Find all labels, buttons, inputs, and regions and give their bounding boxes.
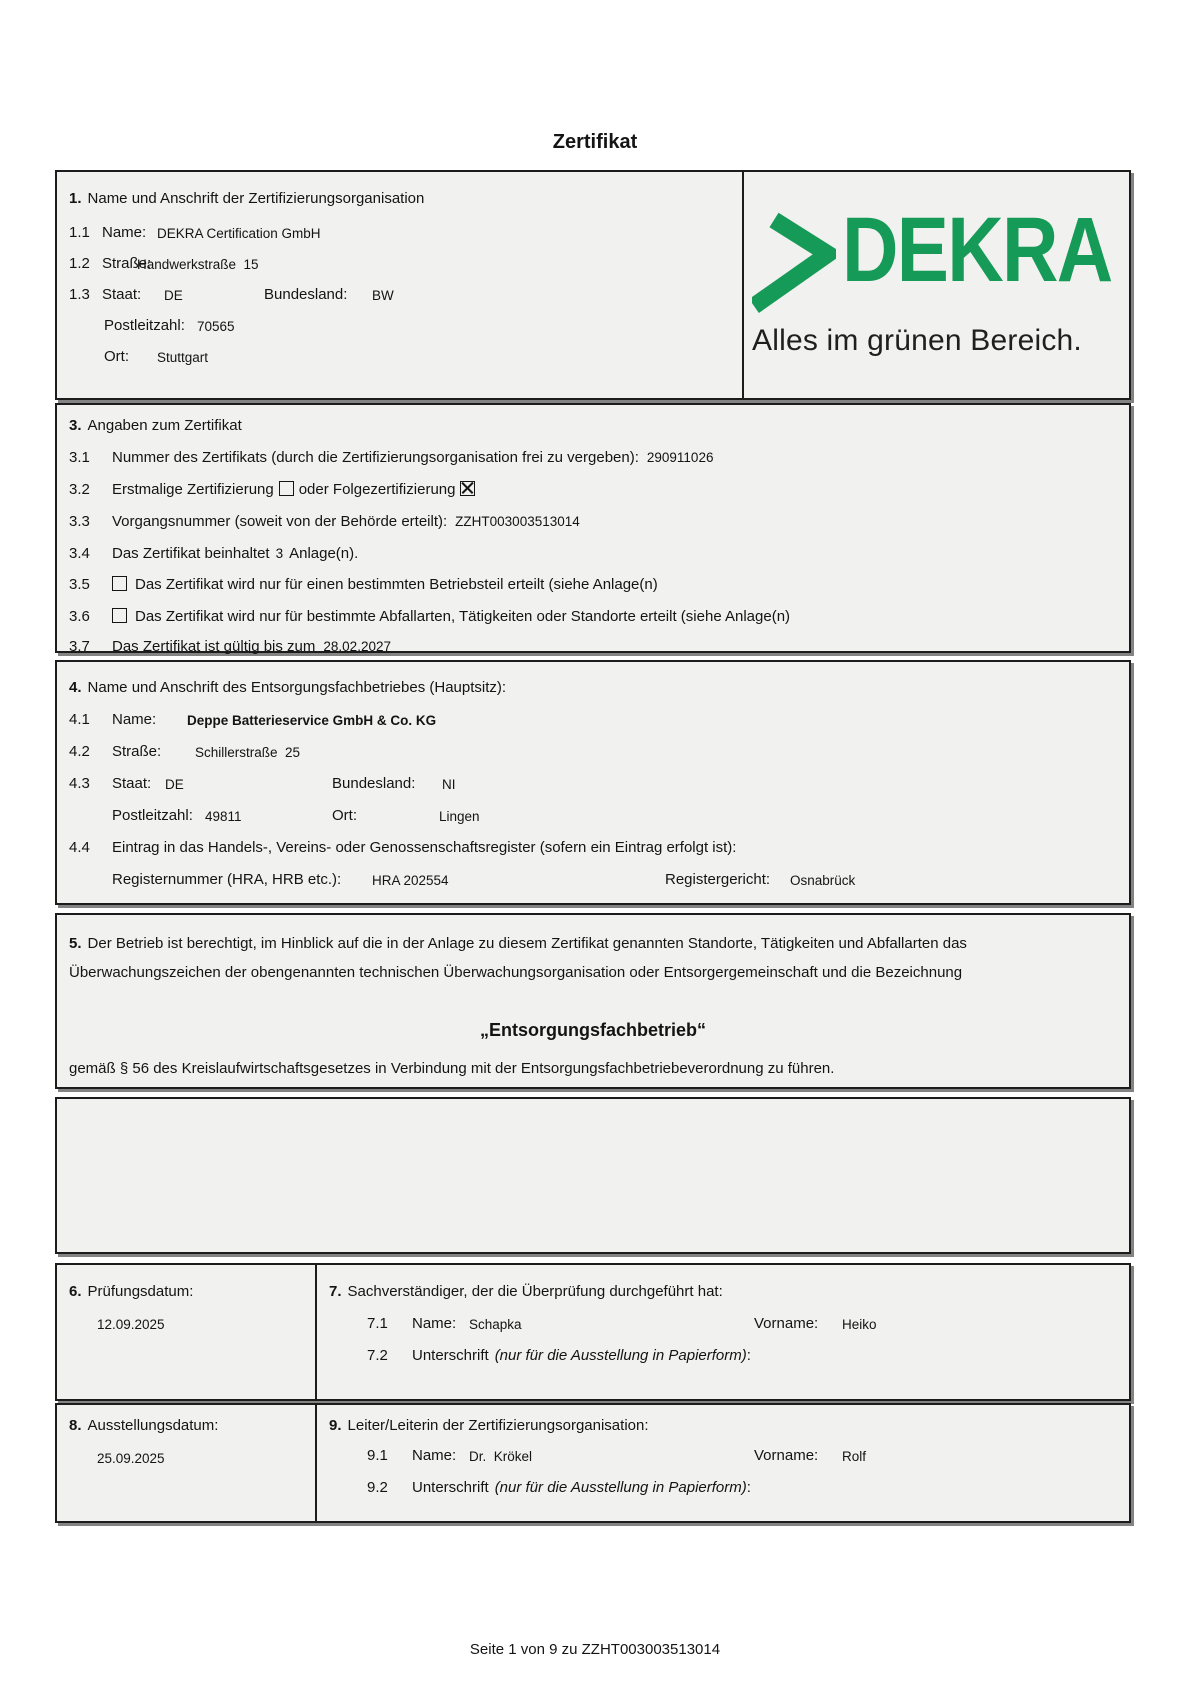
row-1-1-num: 1.1 (69, 224, 90, 241)
org-city-value: Stuttgart (157, 350, 209, 365)
row-7-1-name-label: Name: (412, 1315, 457, 1332)
ausstellungsdatum-value: 25.09.2025 (97, 1451, 165, 1466)
signature-note: (nur für die Ausstellung in Papierform) (494, 1347, 747, 1364)
row-9-1-name-label: Name: (412, 1447, 457, 1464)
section-9-heading: 9. Leiter/Leiterin der Zertifizierungsorganisation: (329, 1417, 649, 1434)
row-4-1-label: Name: (112, 711, 157, 728)
section-7-heading: 7. Sachverständiger, der die Überprüfung durchgeführt hat: (329, 1283, 723, 1300)
section-5-closing: gemäß § 56 des Kreislaufwirtschaftsgesetzes in Verbindung mit der Entsorgungsfachbetriebeverordnung zu führen. (69, 1060, 835, 1077)
section-5-paragraph: 5. Der Betrieb ist berechtigt, im Hinblick auf die in der Anlage zu diesem Zertifikat genannten Standorte, Tätigkeiten und Abfallarten das Überwachungszeichen der obengenannten technischen Überwachungsorganisation oder Entsorgergemeinschaft und die Bezeichnung (69, 935, 967, 981)
company-plz-value: 49811 (205, 809, 242, 824)
section-8-number: 8. (69, 1417, 82, 1434)
register-court-label: Registergericht: (665, 871, 771, 888)
leader-name-value: Dr. Krökel (469, 1449, 533, 1464)
section-5-box (55, 913, 1131, 1089)
section-6-number: 6. (69, 1283, 82, 1300)
expert-name-value: Schapka (469, 1317, 522, 1332)
row-4-3-label: Staat: (112, 775, 152, 792)
company-country-value: DE (165, 777, 184, 792)
register-number-label: Registernummer (HRA, HRB etc.): (112, 871, 342, 888)
section-5-number: 5. (69, 935, 82, 952)
org-bundesland-label: Bundesland: (264, 286, 348, 303)
org-plz-label: Postleitzahl: (104, 317, 185, 334)
checkbox-erstmalige-zertifizierung-icon[interactable] (279, 481, 294, 496)
row-3-3-num: 3.3 (69, 513, 90, 530)
checkbox-abfallarten-icon[interactable] (112, 608, 127, 623)
leader-vorname-value: Rolf (842, 1449, 867, 1464)
row-3-4: Das Zertifikat beinhaltet 3 Anlage(n). (112, 545, 359, 562)
dekra-arrow-icon (752, 212, 836, 322)
row-1-3-label: Staat: (102, 286, 142, 303)
row-3-5: Das Zertifikat wird nur für einen bestimmten Betriebsteil erteilt (siehe Anlage(n) (107, 576, 658, 593)
row-3-1: Nummer des Zertifikats (durch die Zertifizierungsorganisation frei zu vergeben): 290911026 (112, 449, 714, 466)
row-4-2-num: 4.2 (69, 743, 90, 760)
row-1-1-label: Name: (102, 224, 147, 241)
row-4-4-num: 4.4 (69, 839, 90, 856)
company-name-value: Deppe Batterieservice GmbH & Co. KG (187, 713, 437, 728)
section-4-number: 4. (69, 679, 82, 696)
expert-vorname-value: Heiko (842, 1317, 877, 1332)
row-3-2-num: 3.2 (69, 481, 90, 498)
row-9-2: Unterschrift (nur für die Ausstellung in Papierform): (412, 1479, 751, 1496)
page-footer: Seite 1 von 9 zu ZZHT003003513014 (469, 1641, 721, 1658)
org-name-value: DEKRA Certification GmbH (157, 226, 321, 241)
checkbox-betriebsteil-icon[interactable] (112, 576, 127, 591)
row-7-2: Unterschrift (nur für die Ausstellung in Papierform): (412, 1347, 751, 1364)
row-1-2-label: Straße: (102, 255, 152, 272)
row-3-6-num: 3.6 (69, 608, 90, 625)
row-7-2-num: 7.2 (367, 1347, 388, 1364)
company-plz-label: Postleitzahl: (112, 807, 193, 824)
row-3-3: Vorgangsnummer (soweit von der Behörde erteilt): ZZHT003003513014 (112, 513, 580, 530)
pruefungsdatum-value: 12.09.2025 (97, 1317, 165, 1332)
page-title: Zertifikat (552, 131, 638, 153)
register-number-value: HRA 202554 (372, 873, 449, 888)
dekra-tagline: Alles im grünen Bereich. (752, 324, 1082, 357)
anlagen-count-value: 3 (275, 546, 284, 561)
company-city-value: Lingen (439, 809, 480, 824)
section-8-9-box (55, 1403, 1131, 1523)
valid-until-value: 28.02.2027 (323, 639, 391, 654)
section-6-7-box (55, 1263, 1131, 1401)
row-3-4-num: 3.4 (69, 545, 90, 562)
dekra-logo (742, 172, 1131, 398)
company-bundesland-value: NI (442, 777, 456, 792)
row-3-7-num: 3.7 (69, 638, 90, 655)
row-4-4-label: Eintrag in das Handels-, Vereins- oder Genossenschaftsregister (sofern ein Eintrag erfolgt ist): (112, 839, 737, 856)
row-7-1-vorname-label: Vorname: (754, 1315, 819, 1332)
row-9-1-vorname-label: Vorname: (754, 1447, 819, 1464)
column-divider (315, 1405, 317, 1521)
row-3-7: Das Zertifikat ist gültig bis zum 28.02.2027 (112, 638, 391, 655)
dekra-brand-text: DEKRA (842, 199, 1112, 301)
row-3-1-num: 3.1 (69, 449, 90, 466)
section-7-number: 7. (329, 1283, 342, 1300)
section-3-heading: 3. Angaben zum Zertifikat (69, 417, 242, 434)
section-4-box (55, 660, 1131, 905)
section-1-box (55, 170, 1131, 400)
section-9-number: 9. (329, 1417, 342, 1434)
register-court-value: Osnabrück (790, 873, 856, 888)
org-city-label: Ort: (104, 348, 129, 365)
empty-box (55, 1097, 1131, 1254)
section-3-number: 3. (69, 417, 82, 434)
org-country-value: DE (164, 288, 183, 303)
section-8-heading: 8. Ausstellungsdatum: (69, 1417, 219, 1434)
org-plz-value: 70565 (197, 319, 235, 334)
org-bundesland-value: BW (372, 288, 394, 303)
org-street-value: Handwerkstraße 15 (137, 257, 259, 272)
row-3-6: Das Zertifikat wird nur für bestimmte Abfallarten, Tätigkeiten oder Standorte erteilt (siehe Anlage(n) (107, 608, 790, 625)
row-1-3-num: 1.3 (69, 286, 90, 303)
column-divider (315, 1265, 317, 1399)
company-bundesland-label: Bundesland: (332, 775, 416, 792)
section-6-heading: 6. Prüfungsdatum: (69, 1283, 194, 1300)
section-3-box (55, 403, 1131, 653)
company-street-value: Schillerstraße 25 (195, 745, 301, 760)
checkbox-folgezertifizierung-icon[interactable] (460, 481, 475, 496)
row-4-3-num: 4.3 (69, 775, 90, 792)
row-7-1-num: 7.1 (367, 1315, 388, 1332)
entsorgungsfachbetrieb-heading: „Entsorgungsfachbetrieb“ (479, 1020, 707, 1040)
certificate-number-value: 290911026 (646, 450, 714, 465)
row-3-2: Erstmalige Zertifizierung oder Folgezertifizierung (112, 481, 480, 498)
row-3-5-num: 3.5 (69, 576, 90, 593)
signature-note: (nur für die Ausstellung in Papierform) (494, 1479, 747, 1496)
row-4-1-num: 4.1 (69, 711, 90, 728)
row-1-2-num: 1.2 (69, 255, 90, 272)
section-1-heading: 1. Name und Anschrift der Zertifizierungsorganisation (69, 190, 425, 207)
row-4-2-label: Straße: (112, 743, 162, 760)
row-9-2-num: 9.2 (367, 1479, 388, 1496)
section-1-number: 1. (69, 190, 82, 207)
section-4-heading: 4. Name und Anschrift des Entsorgungsfachbetriebes (Hauptsitz): (69, 679, 507, 696)
row-9-1-num: 9.1 (367, 1447, 388, 1464)
vorgangsnummer-value: ZZHT003003513014 (455, 514, 580, 529)
company-city-label: Ort: (332, 807, 357, 824)
